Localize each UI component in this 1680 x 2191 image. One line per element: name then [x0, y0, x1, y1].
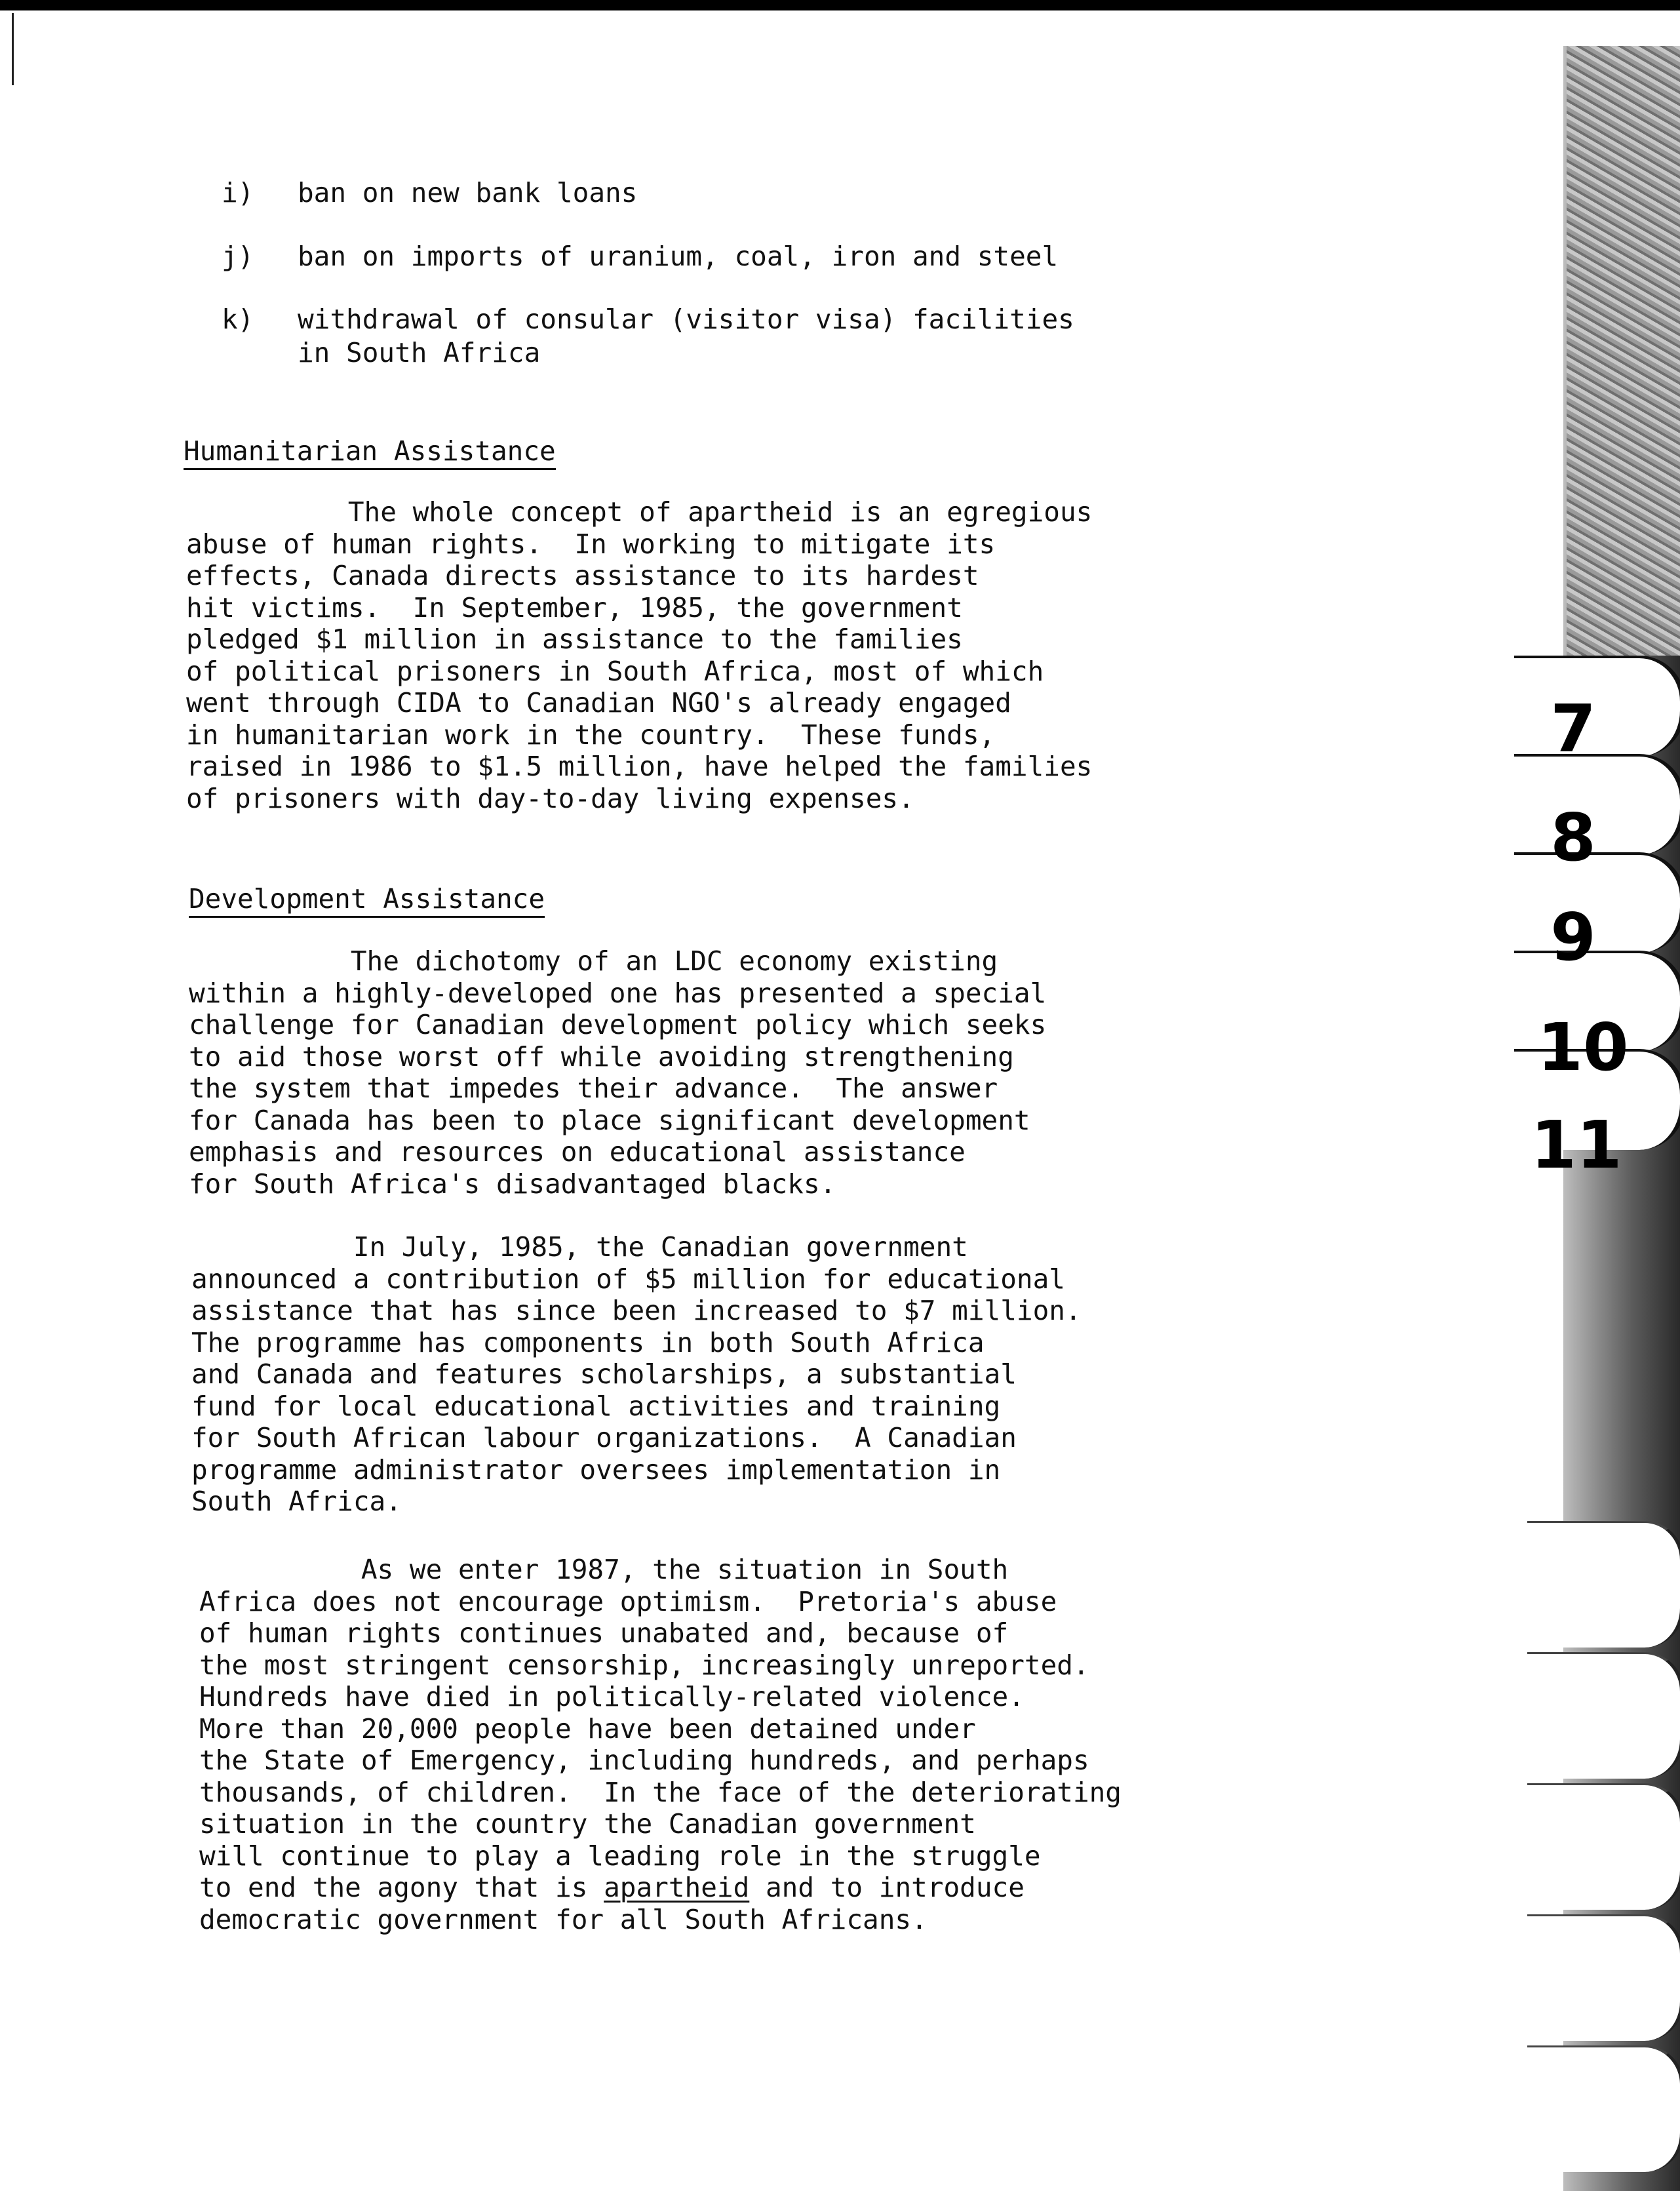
tab-number-7: 7 — [1550, 690, 1596, 767]
text-line: pledged $1 million in assistance to the families — [186, 623, 963, 655]
lower-index-tab-3 — [1527, 1783, 1680, 1910]
text-line: emphasis and resources on educational assistance — [189, 1136, 966, 1168]
lower-index-tab-1 — [1527, 1521, 1680, 1648]
text-line: effects, Canada directs assistance to its hardest — [186, 560, 979, 591]
list-label-k: k) — [222, 304, 254, 335]
text-line: fund for local educational activities and training — [191, 1390, 1001, 1422]
text-line: assistance that has since been increased to $7 million. — [191, 1295, 1082, 1326]
tab-number-8: 8 — [1550, 799, 1596, 876]
text-line: South Africa. — [191, 1486, 402, 1517]
tab-number-11: 11 — [1531, 1107, 1622, 1183]
text-line: challenge for Canadian development policy which seeks — [189, 1009, 1047, 1040]
text-line: Africa does not encourage optimism. Pretoria's abuse — [199, 1585, 1057, 1617]
text-line: As we enter 1987, the situation in South — [199, 1554, 1009, 1585]
text-line: hit victims. In September, 1985, the government — [186, 591, 963, 623]
tab-number-10: 10 — [1537, 1009, 1629, 1086]
list-label-j: j) — [222, 241, 254, 272]
text-line: abuse of human rights. In working to mitigate its — [186, 528, 996, 560]
list-text-i: ban on new bank loans — [298, 177, 638, 208]
lower-index-tab-2 — [1527, 1652, 1680, 1779]
text-line: went through CIDA to Canadian NGO's already engaged — [186, 687, 1011, 719]
section-heading-humanitarian: Humanitarian Assistance — [184, 435, 556, 470]
scan-top-border — [0, 0, 1680, 10]
text-line: situation in the country the Canadian government — [199, 1808, 976, 1840]
lower-index-tab-5 — [1527, 2045, 1680, 2172]
text-line: The whole concept of apartheid is an egregious — [186, 496, 1093, 528]
text-line: of human rights continues unabated and, because of — [199, 1617, 1009, 1649]
lower-index-tab-4 — [1527, 1914, 1680, 2041]
text-line: the most stringent censorship, increasingly unreported. — [199, 1649, 1089, 1681]
list-text-k-line1: withdrawal of consular (visitor visa) facilities — [298, 304, 1074, 335]
text-line: to aid those worst off while avoiding strengthening — [189, 1040, 1014, 1073]
text-line: of prisoners with day-to-day living expenses. — [186, 782, 914, 814]
text-line: for South African labour organizations. A Canadian — [191, 1422, 1017, 1453]
text-line: announced a contribution of $5 million for educational — [191, 1263, 1065, 1295]
text-line: for Canada has been to place significant development — [189, 1104, 1030, 1136]
list-label-i: i) — [222, 177, 254, 208]
list-text-j: ban on imports of uranium, coal, iron and steel — [298, 241, 1059, 272]
text-line: within a highly-developed one has presented a special — [189, 977, 1047, 1009]
text-line: The dichotomy of an LDC economy existing — [189, 945, 998, 977]
text-line: of political prisoners in South Africa, most of which — [186, 655, 1044, 687]
text-line: In July, 1985, the Canadian government — [191, 1231, 968, 1263]
text-line: thousands, of children. In the face of the deteriorating — [199, 1776, 1122, 1808]
index-tab-texture — [1567, 46, 1680, 656]
text-line: for South Africa's disadvantaged blacks. — [189, 1168, 836, 1200]
paragraph-3-line-12: democratic government for all South Africans. — [199, 1904, 928, 1935]
scan-left-mark — [12, 13, 14, 85]
section-heading-development: Development Assistance — [189, 883, 545, 918]
underlined-word-apartheid: apartheid — [604, 1872, 750, 1903]
text-line: the State of Emergency, including hundreds, and perhaps — [199, 1745, 1089, 1776]
paragraph-3-line-11: to end the agony that is apartheid and to introduce — [199, 1872, 1025, 1903]
tab-number-9: 9 — [1550, 899, 1596, 976]
text-line: in humanitarian work in the country. These funds, — [186, 719, 996, 751]
text-line: the system that impedes their advance. The answer — [189, 1073, 998, 1104]
text-line: The programme has components in both South Africa — [191, 1326, 985, 1358]
text-line: More than 20,000 people have been detained under — [199, 1712, 976, 1745]
text-line: raised in 1986 to $1.5 million, have helped the families — [186, 751, 1093, 782]
text-line: programme administrator oversees implementation in — [191, 1453, 1001, 1486]
text-line: and Canada and features scholarships, a substantial — [191, 1358, 1017, 1390]
list-text-k-line2: in South Africa — [298, 337, 541, 368]
text-line: Hundreds have died in politically-related violence. — [199, 1681, 1025, 1712]
text-line: will continue to play a leading role in the struggle — [199, 1840, 1041, 1872]
